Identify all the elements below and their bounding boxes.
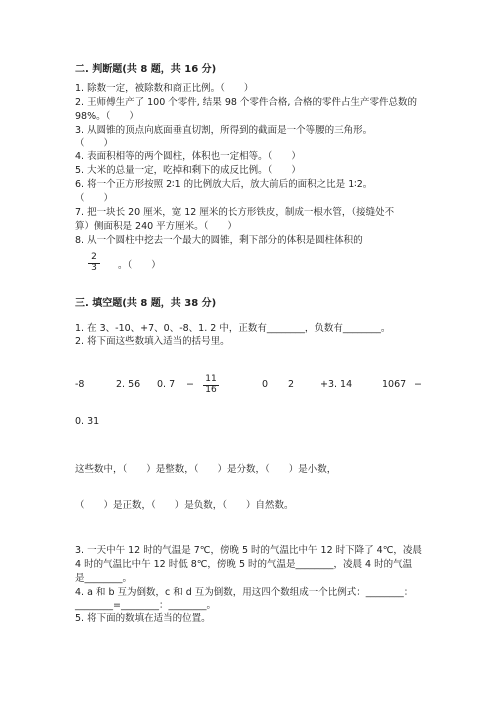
question-3-5: 5. 将下面的数填在适当的位置。 [75,613,211,624]
number-0: 0 [262,379,269,390]
fraction-numerator: 2 [88,253,100,264]
question-3-3-cont-1: 4 时的气温比中午 12 时低 8℃，傍晚 5 时的气温是________，凌晨 4 时的气温 [75,559,413,570]
question-3-4-cont: ________=________：________。 [75,600,216,611]
question-2-2-cont: 98%。（ ） [75,111,139,122]
question-2-7: 7. 把一块长 20 厘米，宽 12 厘米的长方形铁皮，制成一根水管，（接缝处不 [75,207,395,218]
question-2-8-answer: 。（ ） [118,260,161,271]
number-1067: 1067 [382,379,407,390]
question-2-6: 6. 将一个正方形按照 2∶1 的比例放大后，放大前后的面积之比是 1∶2。 [75,179,373,190]
minus-sign-trailing: − [414,379,422,390]
question-2-5: 5. 大米的总量一定，吃掉和剩下的成反比例。（ ） [75,165,301,176]
fraction-denominator: 16 [205,384,217,395]
number-neg-8: -8 [75,379,85,390]
minus-sign: − [186,379,194,390]
number-3-14: +3. 14 [320,379,353,390]
question-2-4: 4. 表面积相等的两个圆柱，体积也一定相等。（ ） [75,151,301,162]
classify-line-1: 这些数中，（ ）是整数，（ ）是分数，（ ）是小数， [75,464,337,475]
number-2-56: 2. 56 [116,379,141,390]
fraction-denominator: 3 [91,262,97,273]
number-2: 2 [288,379,295,390]
fraction-numerator: 11 [203,375,219,386]
section-3-title: 三. 填空题(共 8 题，共 38 分) [75,298,217,309]
number-0-7: 0. 7 [157,379,176,390]
question-2-1: 1. 除数一定，被除数和商正比例。（ ） [75,83,254,94]
question-3-1: 1. 在 3、-10、+7、0、-8、1. 2 中，正数有________，负数有________。 [75,323,391,334]
question-2-8: 8. 从一个圆柱中挖去一个最大的圆锥，剩下部分的体积是圆柱体积的 [75,235,363,246]
fraction-two-thirds [88,253,100,274]
fraction-eleven-sixteenths [203,375,219,396]
number-0-31: 0. 31 [75,416,100,427]
classify-line-2: （ ）是正数，（ ）是负数，（ ）自然数。 [75,500,294,511]
question-2-3-cont: （ ） [75,138,114,149]
section-2-title: 二. 判断题(共 8 题，共 16 分) [75,64,217,75]
question-3-2: 2. 将下面这些数填入适当的括号里。 [75,336,230,347]
question-2-3: 3. 从圆锥的顶点向底面垂直切割，所得到的截面是一个等腰的三角形。 [75,125,373,136]
question-2-7-cont: 算）侧面积是 240 平方厘米。（ ） [75,221,237,232]
question-2-6-cont: （ ） [75,193,114,204]
question-3-3-cont-2: 是________。 [75,573,133,584]
question-2-2: 2. 王师傅生产了 100 个零件, 结果 98 个零件合格, 合格的零件占生产零件总数的 [75,97,417,108]
question-3-4: 4. a 和 b 互为倒数，c 和 d 互为倒数，用这四个数组成一个比例式：________： [75,587,414,598]
question-3-3: 3. 一天中午 12 时的气温是 7℃，傍晚 5 时的气温比中午 12 时下降了 4℃，凌晨 [75,545,422,556]
